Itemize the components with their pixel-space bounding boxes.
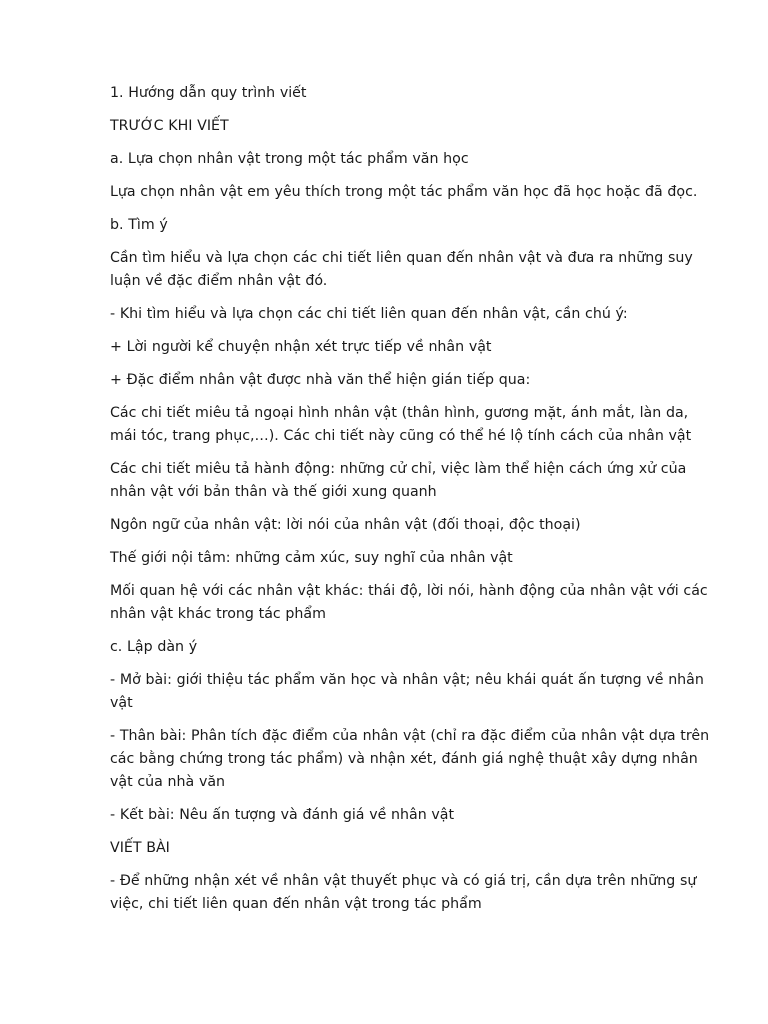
list-item-narrator-comment: + Lời người kể chuyện nhận xét trực tiếp về nhân vật bbox=[110, 339, 492, 355]
list-item-indirect-traits: + Đặc điểm nhân vật được nhà văn thể hiện gián tiếp qua: bbox=[110, 372, 531, 388]
paragraph-action-details: Các chi tiết miêu tả hành động: những cử chỉ, việc làm thể hiện cách ứng xử của nhân vật với bản thân và thế giới xung quanh bbox=[110, 461, 687, 500]
section-heading-writing-process: 1. Hướng dẫn quy trình viết bbox=[110, 85, 307, 101]
document-page bbox=[110, 82, 710, 926]
section-heading-before-writing: TRƯỚC KHI VIẾT bbox=[110, 118, 229, 134]
paragraph-choose-character: Lựa chọn nhân vật em yêu thích trong một tác phẩm văn học đã học hoặc đã đọc. bbox=[110, 184, 698, 200]
step-heading-outline: c. Lập dàn ý bbox=[110, 639, 198, 655]
step-heading-choose-character: a. Lựa chọn nhân vật trong một tác phẩm văn học bbox=[110, 151, 469, 167]
paragraph-outline-body: - Thân bài: Phân tích đặc điểm của nhân vật (chỉ ra đặc điểm của nhân vật dựa trên các bằng chứng trong tác phẩm) và nhận xét, đánh giá nghệ thuật xây dựng nhân vật của nhà văn bbox=[110, 728, 710, 790]
paragraph-find-ideas: Cần tìm hiểu và lựa chọn các chi tiết liên quan đến nhân vật và đưa ra những suy luận về đặc điểm nhân vật đó. bbox=[110, 250, 693, 289]
step-heading-find-ideas: b. Tìm ý bbox=[110, 217, 168, 233]
paragraph-character-language: Ngôn ngữ của nhân vật: lời nói của nhân vật (đối thoại, độc thoại) bbox=[110, 517, 581, 533]
paragraph-outline-opening: - Mở bài: giới thiệu tác phẩm văn học và nhân vật; nêu khái quát ấn tượng về nhân vật bbox=[110, 672, 704, 711]
paragraph-outline-conclusion: - Kết bài: Nêu ấn tượng và đánh giá về nhân vật bbox=[110, 807, 455, 823]
paragraph-relationships: Mối quan hệ với các nhân vật khác: thái độ, lời nói, hành động của nhân vật với các nhân vật khác trong tác phẩm bbox=[110, 583, 708, 622]
paragraph-writing-tip: - Để những nhận xét về nhân vật thuyết phục và có giá trị, cần dựa trên những sự việc, chi tiết liên quan đến nhân vật trong tác phẩm bbox=[110, 873, 697, 912]
section-heading-writing: VIẾT BÀI bbox=[110, 840, 170, 856]
paragraph-inner-world: Thế giới nội tâm: những cảm xúc, suy nghĩ của nhân vật bbox=[110, 550, 513, 566]
paragraph-notes-intro: - Khi tìm hiểu và lựa chọn các chi tiết liên quan đến nhân vật, cần chú ý: bbox=[110, 306, 628, 322]
paragraph-appearance-details: Các chi tiết miêu tả ngoại hình nhân vật (thân hình, gương mặt, ánh mắt, làn da, mái tóc, trang phục,…). Các chi tiết này cũng có thể hé lộ tính cách của nhân vật bbox=[110, 405, 692, 444]
